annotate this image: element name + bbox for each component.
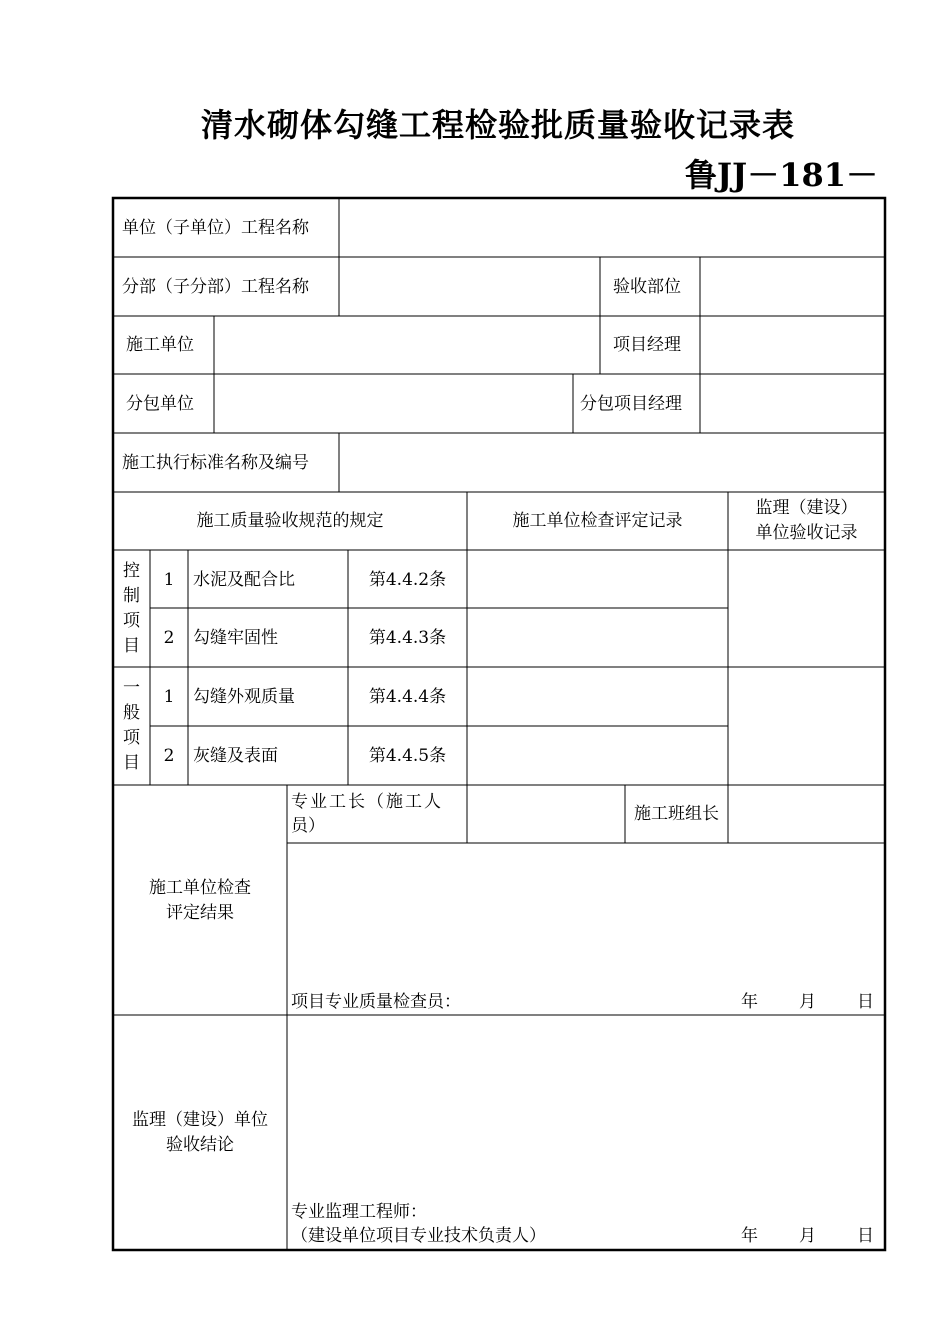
subcontract-manager-label: 分包项目经理	[580, 394, 682, 414]
record-field[interactable]	[468, 551, 727, 607]
team-leader-field[interactable]	[729, 786, 884, 842]
supervising-engineer-label: 专业监理工程师：	[291, 1202, 427, 1222]
supervision-year-label: 年	[741, 1226, 758, 1246]
item-name: 勾缝外观质量	[193, 687, 295, 707]
form-code: 鲁JJ－181－	[684, 156, 878, 194]
record-field[interactable]	[468, 609, 727, 666]
check-result-field[interactable]	[288, 844, 884, 984]
subcontract-unit-field[interactable]	[215, 375, 572, 432]
supervision-column-header-line1: 监理（建设）	[755, 498, 858, 518]
check-result-label-line2: 评定结果	[166, 903, 234, 923]
supervision-conclusion-label-line1: 监理（建设）单位	[132, 1110, 268, 1130]
general-label-char: 项	[123, 728, 140, 748]
check-result-label-line1: 施工单位检查	[149, 878, 251, 898]
record-field[interactable]	[468, 727, 727, 784]
item-clause: 第4.4.5条	[368, 746, 447, 766]
item-number: 1	[163, 570, 175, 590]
unit-project-field[interactable]	[340, 199, 884, 256]
item-name: 勾缝牢固性	[193, 628, 278, 648]
item-number: 2	[163, 628, 175, 648]
supervision-month-label: 月	[799, 1226, 816, 1246]
check-day-label: 日	[857, 992, 874, 1012]
check-year-label: 年	[741, 992, 758, 1012]
supervision-day-label: 日	[857, 1226, 874, 1246]
item-number: 2	[163, 746, 175, 766]
foreman-label-line2: 员）	[291, 816, 325, 836]
main-control-label-char: 制	[123, 586, 140, 606]
construction-unit-field[interactable]	[215, 317, 599, 373]
subcontract-manager-field[interactable]	[701, 375, 884, 432]
project-manager-label: 项目经理	[613, 335, 681, 355]
acceptance-part-field[interactable]	[701, 258, 884, 315]
supervision-record-field[interactable]	[729, 551, 884, 666]
inspector-label: 项目专业质量检查员：	[291, 992, 461, 1012]
item-number: 1	[163, 687, 175, 707]
team-leader-label: 施工班组长	[634, 804, 719, 824]
item-clause: 第4.4.4条	[368, 687, 447, 707]
standard-label: 施工执行标准名称及编号	[122, 453, 309, 473]
supervising-engineer-note: （建设单位项目专业技术负责人）	[291, 1226, 546, 1246]
item-clause: 第4.4.3条	[368, 628, 447, 648]
main-control-label-char: 控	[123, 561, 140, 581]
foreman-label-line1: 专业工长（施工人	[291, 792, 443, 812]
supervision-record-field[interactable]	[729, 668, 884, 784]
main-control-label-char: 项	[123, 611, 140, 631]
main-control-label-char: 目	[123, 636, 140, 656]
construction-unit-label: 施工单位	[126, 335, 194, 355]
supervision-conclusion-label-line2: 验收结论	[166, 1135, 234, 1155]
general-label-char: 一	[123, 678, 140, 698]
supervision-column-header-line2: 单位验收记录	[755, 523, 858, 543]
foreman-field[interactable]	[468, 786, 624, 842]
item-clause: 第4.4.2条	[368, 570, 447, 590]
general-label-char: 目	[123, 753, 140, 773]
check-month-label: 月	[799, 992, 816, 1012]
unit-project-label: 单位（子单位）工程名称	[122, 218, 309, 238]
item-name: 水泥及配合比	[193, 570, 295, 590]
item-name: 灰缝及表面	[193, 746, 278, 766]
form-title: 清水砌体勾缝工程检验批质量验收记录表	[200, 106, 795, 144]
sub-project-field[interactable]	[340, 258, 599, 315]
acceptance-part-label: 验收部位	[613, 277, 681, 297]
supervision-conclusion-field[interactable]	[288, 1016, 884, 1196]
standard-field[interactable]	[340, 434, 884, 491]
sub-project-label: 分部（子分部）工程名称	[122, 277, 309, 297]
general-label-char: 般	[123, 703, 140, 723]
project-manager-field[interactable]	[701, 317, 884, 373]
record-column-header: 施工单位检查评定记录	[512, 511, 683, 531]
spec-column-header: 施工质量验收规范的规定	[196, 511, 384, 531]
subcontract-unit-label: 分包单位	[126, 394, 194, 414]
record-field[interactable]	[468, 668, 727, 725]
